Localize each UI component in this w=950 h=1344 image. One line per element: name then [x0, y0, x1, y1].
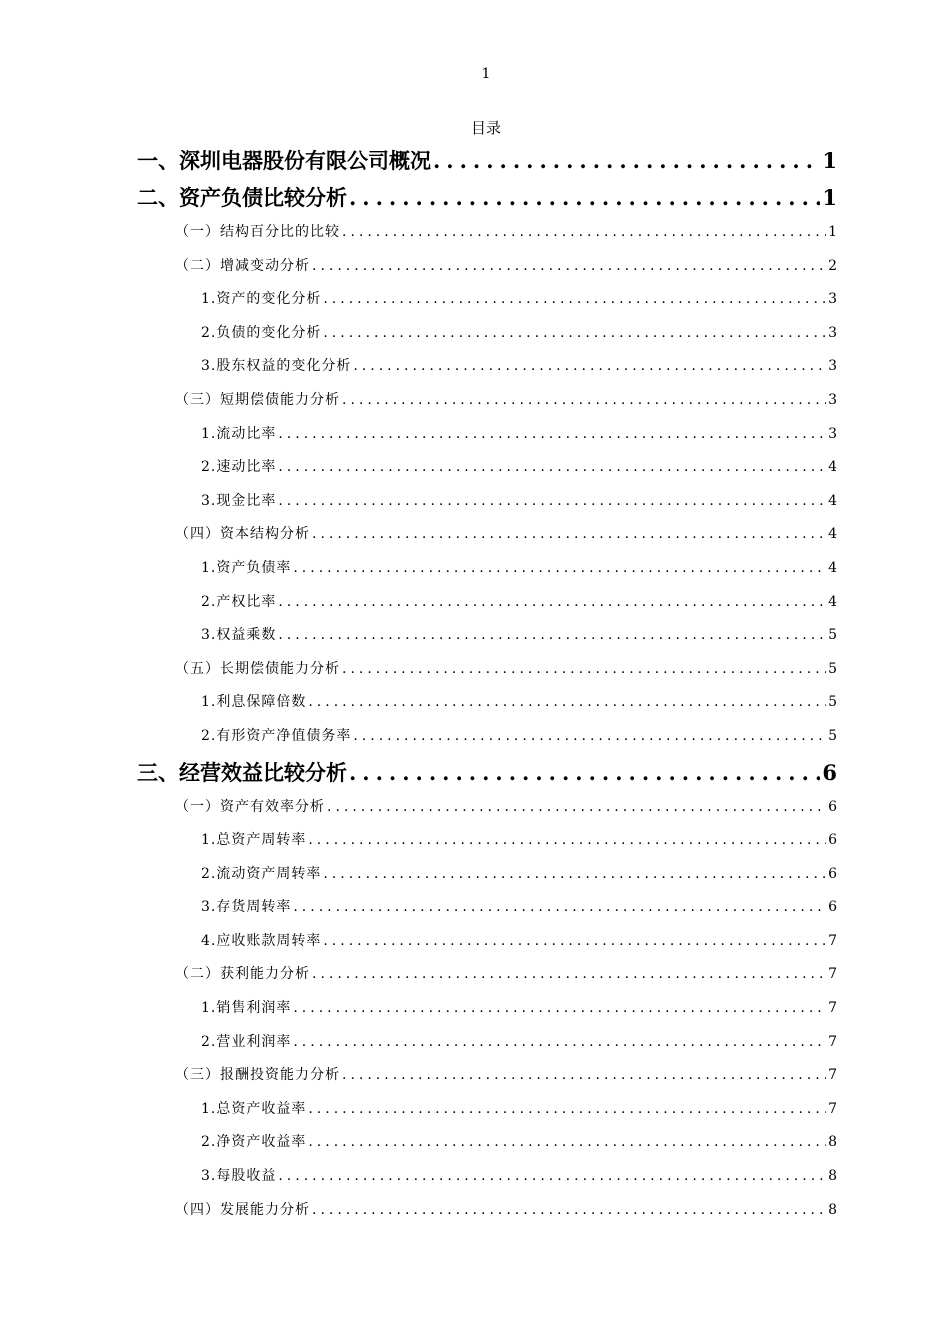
toc-entry[interactable] — [137, 1059, 837, 1093]
toc-entry-label: （三）报酬投资能力分析 — [175, 1067, 340, 1084]
toc-entry[interactable] — [137, 518, 837, 552]
toc-dot-leader — [323, 925, 826, 959]
toc-entry-label: 3.现金比率 — [201, 492, 277, 509]
toc-entry-page-number: 4 — [828, 559, 837, 576]
toc-entry[interactable] — [137, 586, 837, 620]
toc-entry[interactable] — [137, 485, 837, 519]
toc-dot-leader — [312, 958, 826, 992]
toc-dot-leader — [312, 1194, 826, 1228]
toc-entry-label: 三、经营效益比较分析 — [137, 759, 347, 785]
toc-entry[interactable] — [137, 891, 837, 925]
toc-entry[interactable] — [137, 317, 837, 351]
toc-entry-page-number: 4 — [828, 526, 837, 543]
toc-entry[interactable] — [137, 1026, 837, 1060]
toc-entry[interactable] — [137, 350, 837, 384]
toc-dot-leader — [323, 317, 826, 351]
toc-dot-leader — [323, 858, 826, 892]
toc-dot-leader — [342, 653, 826, 687]
toc-entry-label: 2.营业利润率 — [201, 1033, 292, 1050]
toc-entry-page-number: 7 — [828, 1000, 837, 1017]
toc-entry-label: 1.销售利润率 — [201, 1000, 292, 1017]
toc-entry[interactable] — [137, 958, 837, 992]
toc-entry[interactable] — [137, 720, 837, 754]
toc-entry-page-number: 1 — [822, 148, 837, 173]
toc-entry-label: （四）资本结构分析 — [175, 526, 310, 543]
toc-entry[interactable] — [137, 142, 837, 179]
toc-entry-page-number: 7 — [828, 1100, 837, 1117]
toc-entry-label: 1.资产的变化分析 — [201, 291, 322, 308]
toc-entry-label: 2.产权比率 — [201, 593, 277, 610]
toc-entry-label: 2.有形资产净值债务率 — [201, 727, 352, 744]
toc-entry-page-number: 8 — [828, 1168, 837, 1185]
toc-entry-page-number: 5 — [828, 627, 837, 644]
toc-entry-label: （二）增减变动分析 — [175, 257, 310, 274]
toc-dot-leader — [342, 384, 826, 418]
toc-dot-leader — [278, 485, 826, 519]
toc-entry[interactable] — [137, 1093, 837, 1127]
toc-dot-leader — [323, 283, 826, 317]
toc-entry-label: （一）资产有效率分析 — [175, 798, 325, 815]
toc-entry-page-number: 8 — [828, 1201, 837, 1218]
toc-dot-leader — [308, 1126, 826, 1160]
toc-entry-page-number: 3 — [828, 391, 837, 408]
toc-entry-label: 二、资产负债比较分析 — [137, 185, 347, 210]
toc-entry[interactable] — [137, 418, 837, 452]
toc-entry[interactable] — [137, 619, 837, 653]
toc-entry-page-number: 4 — [828, 492, 837, 509]
toc-entry[interactable] — [137, 1160, 837, 1194]
toc-dot-leader — [278, 586, 826, 620]
toc-dot-leader — [312, 250, 826, 284]
toc-entry[interactable] — [137, 791, 837, 825]
toc-entry-page-number: 3 — [828, 291, 837, 308]
toc-entry-page-number: 6 — [828, 899, 837, 916]
toc-entry-label: 3.股东权益的变化分析 — [201, 358, 352, 375]
toc-entry-label: 3.存货周转率 — [201, 899, 292, 916]
toc-entry-page-number: 7 — [828, 932, 837, 949]
toc-entry-page-number: 6 — [822, 759, 837, 785]
toc-entry-label: 1.资产负债率 — [201, 559, 292, 576]
toc-entry-page-number: 3 — [828, 324, 837, 341]
toc-entry-label: （二）获利能力分析 — [175, 966, 310, 983]
toc-entry[interactable] — [137, 179, 837, 216]
toc-entry-label: 2.净资产收益率 — [201, 1134, 307, 1151]
toc-dot-leader — [293, 891, 826, 925]
toc-dot-leader — [353, 720, 826, 754]
toc-entry-page-number: 7 — [828, 1033, 837, 1050]
toc-dot-leader — [327, 791, 826, 825]
toc-entry-page-number: 1 — [822, 185, 837, 210]
toc-entry-page-number: 5 — [828, 660, 837, 677]
toc-entry-page-number: 6 — [828, 865, 837, 882]
toc-dot-leader — [349, 754, 820, 791]
toc-dot-leader — [308, 686, 826, 720]
toc-entry[interactable] — [137, 653, 837, 687]
toc-dot-leader — [293, 992, 826, 1026]
toc-entry-label: （四）发展能力分析 — [175, 1201, 310, 1218]
toc-entry[interactable] — [137, 216, 837, 250]
toc-dot-leader — [342, 1059, 826, 1093]
toc-dot-leader — [308, 1093, 826, 1127]
toc-entry-label: 1.利息保障倍数 — [201, 694, 307, 711]
toc-entry-page-number: 3 — [828, 358, 837, 375]
toc-dot-leader — [353, 350, 826, 384]
toc-entry-label: 1.总资产收益率 — [201, 1100, 307, 1117]
toc-dot-leader — [278, 418, 826, 452]
toc-entry-page-number: 3 — [828, 425, 837, 442]
toc-entry[interactable] — [137, 992, 837, 1026]
toc-dot-leader — [342, 216, 826, 250]
toc-dot-leader — [278, 451, 826, 485]
toc-entry[interactable] — [137, 250, 837, 284]
toc-entry-label: 1.流动比率 — [201, 425, 277, 442]
toc-entry[interactable] — [137, 686, 837, 720]
toc-entry-page-number: 6 — [828, 832, 837, 849]
toc-entry-page-number: 2 — [828, 257, 837, 274]
toc-dot-leader — [312, 518, 826, 552]
toc-entry-page-number: 1 — [828, 224, 837, 240]
toc-entry-label: 4.应收账款周转率 — [201, 932, 322, 949]
toc-dot-leader — [349, 179, 820, 216]
toc-entry[interactable] — [137, 754, 837, 791]
toc-dot-leader — [293, 552, 826, 586]
toc-entry-label: 2.流动资产周转率 — [201, 865, 322, 882]
toc-dot-leader — [433, 142, 820, 179]
toc-entry-label: 1.总资产周转率 — [201, 832, 307, 849]
toc-title: 目录 — [470, 119, 501, 137]
toc-entry[interactable] — [137, 824, 837, 858]
toc-entry[interactable] — [137, 451, 837, 485]
toc-entry-page-number: 6 — [828, 798, 837, 815]
toc-entry-label: （三）短期偿债能力分析 — [175, 391, 340, 408]
toc-entry-label: （五）长期偿债能力分析 — [175, 660, 340, 677]
toc-entry-page-number: 8 — [828, 1134, 837, 1151]
table-of-contents — [137, 142, 837, 1227]
toc-dot-leader — [278, 619, 826, 653]
toc-entry-page-number: 7 — [828, 1067, 837, 1084]
toc-entry-label: 3.每股收益 — [201, 1168, 277, 1185]
toc-entry[interactable] — [137, 384, 837, 418]
page-number: 1 — [481, 66, 491, 82]
toc-entry[interactable] — [137, 1194, 837, 1228]
toc-entry-page-number: 4 — [828, 459, 837, 476]
toc-entry[interactable] — [137, 925, 837, 959]
toc-entry-label: 一、深圳电器股份有限公司概况 — [137, 148, 431, 173]
toc-entry[interactable] — [137, 858, 837, 892]
toc-entry-label: 2.负债的变化分析 — [201, 324, 322, 341]
toc-entry-label: （一）结构百分比的比较 — [175, 224, 340, 240]
toc-entry-page-number: 4 — [828, 593, 837, 610]
toc-entry[interactable] — [137, 1126, 837, 1160]
toc-dot-leader — [293, 1026, 826, 1060]
toc-dot-leader — [308, 824, 826, 858]
toc-entry-page-number: 5 — [828, 727, 837, 744]
toc-entry[interactable] — [137, 552, 837, 586]
toc-entry[interactable] — [137, 283, 837, 317]
toc-entry-label: 3.权益乘数 — [201, 627, 277, 644]
toc-entry-page-number: 7 — [828, 966, 837, 983]
toc-dot-leader — [278, 1160, 826, 1194]
toc-entry-page-number: 5 — [828, 694, 837, 711]
toc-entry-label: 2.速动比率 — [201, 459, 277, 476]
